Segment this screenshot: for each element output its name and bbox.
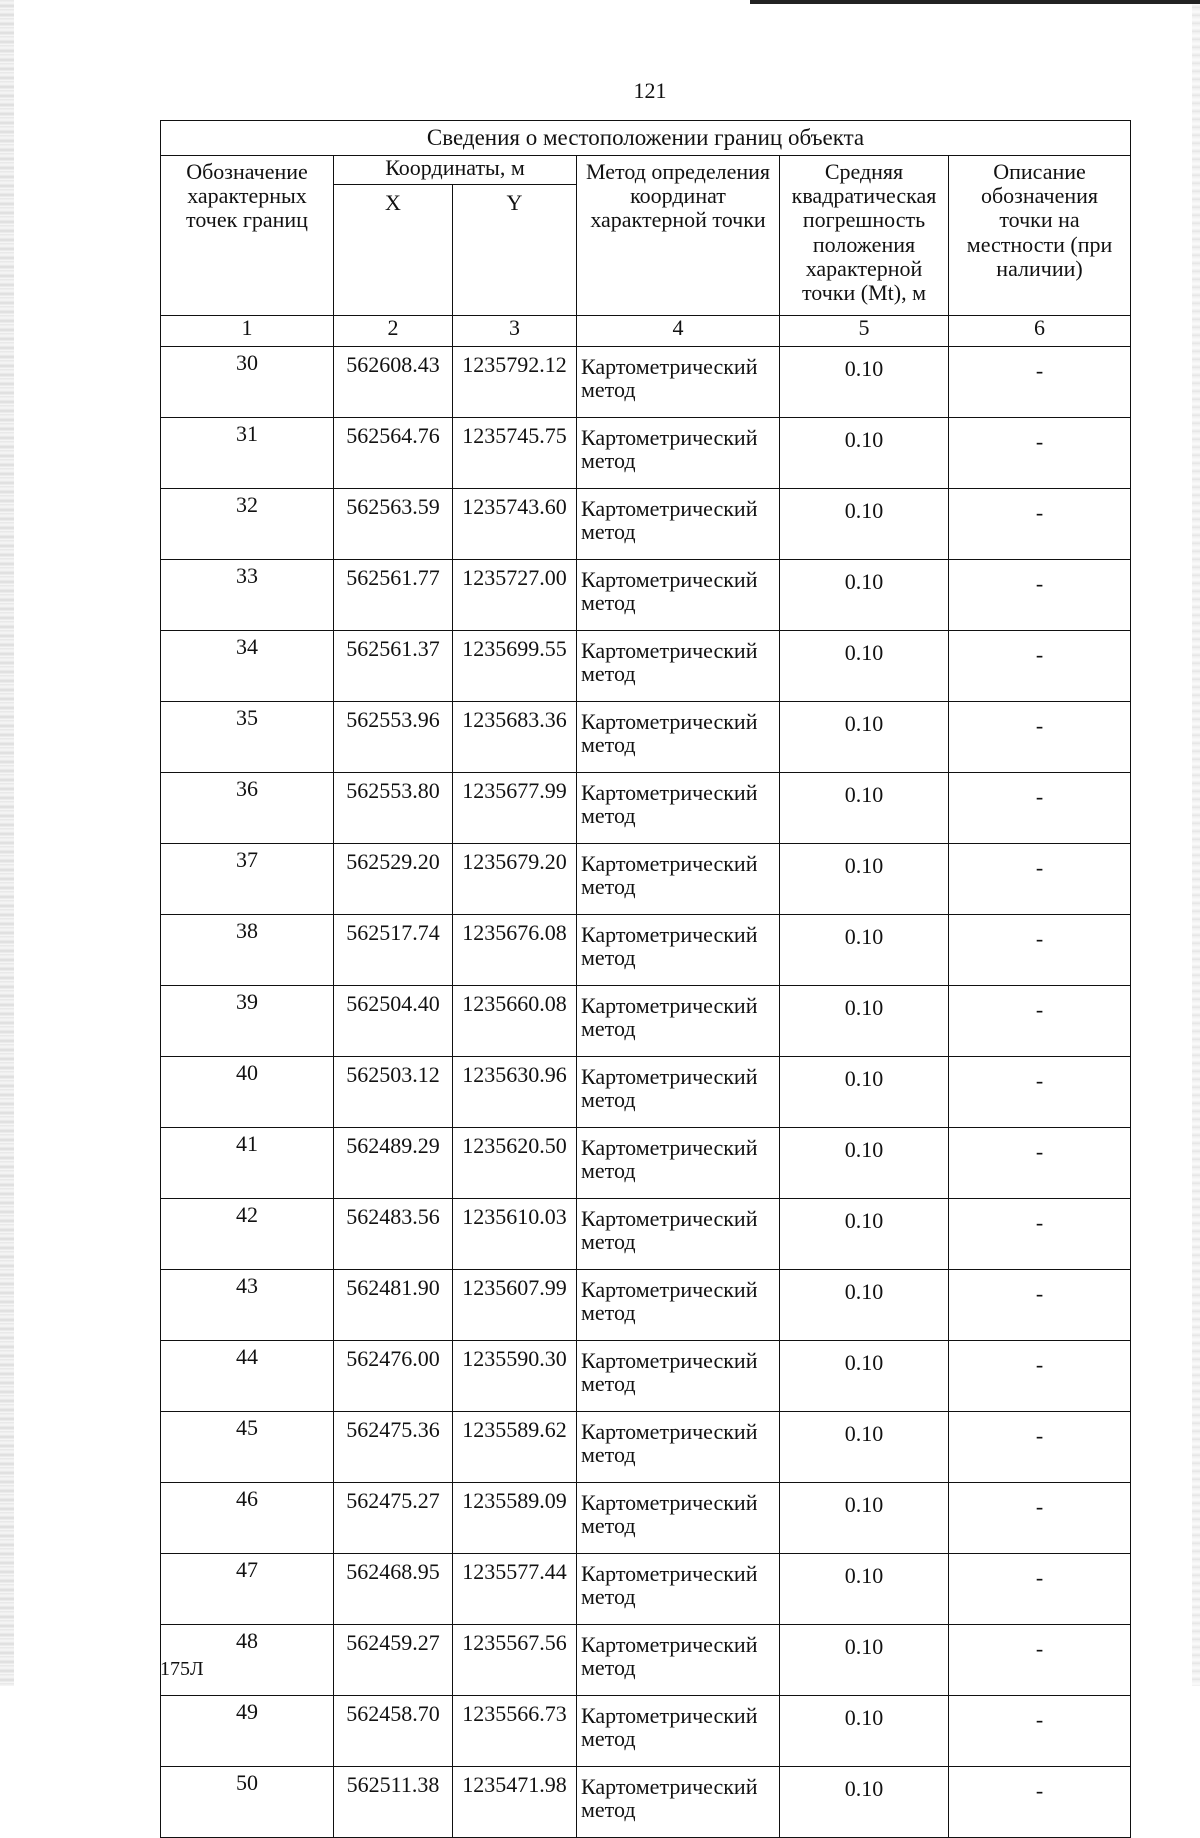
column-number: 4 bbox=[577, 316, 780, 347]
cell-description: - bbox=[949, 489, 1131, 560]
cell-method: Картометрический метод bbox=[577, 1057, 780, 1128]
cell-method: Картометрический метод bbox=[577, 1554, 780, 1625]
table-row bbox=[161, 1270, 1131, 1341]
cell-point: 34 bbox=[161, 631, 334, 702]
cell-description: - bbox=[949, 844, 1131, 915]
cell-method: Картометрический метод bbox=[577, 347, 780, 418]
cell-point: 45 bbox=[161, 1412, 334, 1483]
cell-x: 562561.37 bbox=[334, 631, 453, 702]
header-error: Средняя квадратическая погрешность положения характерной точки (Mt), м bbox=[780, 156, 949, 316]
top-rule bbox=[750, 0, 1200, 4]
cell-y: 1235677.99 bbox=[453, 773, 577, 844]
cell-method: Картометрический метод bbox=[577, 1696, 780, 1767]
cell-error: 0.10 bbox=[780, 418, 949, 489]
cell-point: 33 bbox=[161, 560, 334, 631]
header-description: Описание обозначения точки на местности (при наличии) bbox=[949, 156, 1131, 316]
column-number: 2 bbox=[334, 316, 453, 347]
cell-y: 1235607.99 bbox=[453, 1270, 577, 1341]
header-method: Метод определения координат характерной точки bbox=[577, 156, 780, 316]
cell-y: 1235683.36 bbox=[453, 702, 577, 773]
cell-y: 1235589.09 bbox=[453, 1483, 577, 1554]
cell-y: 1235743.60 bbox=[453, 489, 577, 560]
table-row bbox=[161, 1341, 1131, 1412]
cell-description: - bbox=[949, 560, 1131, 631]
table-row bbox=[161, 1625, 1131, 1696]
cell-error: 0.10 bbox=[780, 1625, 949, 1696]
cell-error: 0.10 bbox=[780, 1057, 949, 1128]
cell-x: 562459.27 bbox=[334, 1625, 453, 1696]
cell-point: 47 bbox=[161, 1554, 334, 1625]
cell-point: 43 bbox=[161, 1270, 334, 1341]
cell-point: 46 bbox=[161, 1483, 334, 1554]
cell-method: Картометрический метод bbox=[577, 489, 780, 560]
cell-description: - bbox=[949, 1270, 1131, 1341]
cell-error: 0.10 bbox=[780, 1767, 949, 1838]
cell-error: 0.10 bbox=[780, 560, 949, 631]
cell-method: Картометрический метод bbox=[577, 1270, 780, 1341]
cell-x: 562489.29 bbox=[334, 1128, 453, 1199]
header-coordinates: Координаты, м bbox=[334, 156, 577, 185]
cell-error: 0.10 bbox=[780, 1696, 949, 1767]
cell-x: 562481.90 bbox=[334, 1270, 453, 1341]
cell-x: 562564.76 bbox=[334, 418, 453, 489]
cell-point: 44 bbox=[161, 1341, 334, 1412]
cell-description: - bbox=[949, 773, 1131, 844]
cell-method: Картометрический метод bbox=[577, 844, 780, 915]
cell-point: 37 bbox=[161, 844, 334, 915]
cell-error: 0.10 bbox=[780, 1483, 949, 1554]
cell-point: 50 bbox=[161, 1767, 334, 1838]
table-row bbox=[161, 915, 1131, 986]
page-number: 121 bbox=[633, 78, 667, 103]
column-number: 6 bbox=[949, 316, 1131, 347]
boundary-coordinates-table bbox=[160, 120, 1131, 1838]
cell-description: - bbox=[949, 1696, 1131, 1767]
column-number: 3 bbox=[453, 316, 577, 347]
cell-x: 562511.38 bbox=[334, 1767, 453, 1838]
cell-method: Картометрический метод bbox=[577, 1199, 780, 1270]
cell-y: 1235660.08 bbox=[453, 986, 577, 1057]
cell-y: 1235676.08 bbox=[453, 915, 577, 986]
cell-x: 562504.40 bbox=[334, 986, 453, 1057]
cell-point: 32 bbox=[161, 489, 334, 560]
cell-description: - bbox=[949, 1767, 1131, 1838]
cell-x: 562475.27 bbox=[334, 1483, 453, 1554]
footer-code: 175Л bbox=[160, 1658, 204, 1680]
table-title: Сведения о местоположении границ объекта bbox=[161, 121, 1131, 156]
cell-error: 0.10 bbox=[780, 702, 949, 773]
cell-y: 1235610.03 bbox=[453, 1199, 577, 1270]
cell-x: 562468.95 bbox=[334, 1554, 453, 1625]
cell-method: Картометрический метод bbox=[577, 1341, 780, 1412]
table-row bbox=[161, 1554, 1131, 1625]
cell-y: 1235727.00 bbox=[453, 560, 577, 631]
cell-y: 1235679.20 bbox=[453, 844, 577, 915]
cell-y: 1235745.75 bbox=[453, 418, 577, 489]
table-row bbox=[161, 1128, 1131, 1199]
cell-y: 1235566.73 bbox=[453, 1696, 577, 1767]
cell-description: - bbox=[949, 347, 1131, 418]
cell-description: - bbox=[949, 1341, 1131, 1412]
table-row bbox=[161, 702, 1131, 773]
cell-error: 0.10 bbox=[780, 844, 949, 915]
cell-point: 40 bbox=[161, 1057, 334, 1128]
table-row bbox=[161, 418, 1131, 489]
scan-left-edge bbox=[0, 0, 14, 1686]
cell-error: 0.10 bbox=[780, 1412, 949, 1483]
cell-x: 562529.20 bbox=[334, 844, 453, 915]
cell-y: 1235630.96 bbox=[453, 1057, 577, 1128]
table-row bbox=[161, 844, 1131, 915]
cell-description: - bbox=[949, 702, 1131, 773]
cell-y: 1235577.44 bbox=[453, 1554, 577, 1625]
cell-error: 0.10 bbox=[780, 489, 949, 560]
cell-point: 49 bbox=[161, 1696, 334, 1767]
cell-description: - bbox=[949, 1554, 1131, 1625]
table-row bbox=[161, 773, 1131, 844]
cell-x: 562475.36 bbox=[334, 1412, 453, 1483]
cell-method: Картометрический метод bbox=[577, 915, 780, 986]
cell-point: 36 bbox=[161, 773, 334, 844]
cell-y: 1235471.98 bbox=[453, 1767, 577, 1838]
cell-method: Картометрический метод bbox=[577, 1625, 780, 1696]
cell-y: 1235589.62 bbox=[453, 1412, 577, 1483]
cell-description: - bbox=[949, 1483, 1131, 1554]
cell-x: 562503.12 bbox=[334, 1057, 453, 1128]
table-row bbox=[161, 489, 1131, 560]
cell-description: - bbox=[949, 1412, 1131, 1483]
cell-method: Картометрический метод bbox=[577, 560, 780, 631]
cell-error: 0.10 bbox=[780, 1270, 949, 1341]
cell-y: 1235567.56 bbox=[453, 1625, 577, 1696]
cell-error: 0.10 bbox=[780, 986, 949, 1057]
cell-point: 42 bbox=[161, 1199, 334, 1270]
cell-description: - bbox=[949, 1199, 1131, 1270]
cell-method: Картометрический метод bbox=[577, 986, 780, 1057]
cell-error: 0.10 bbox=[780, 631, 949, 702]
column-number: 5 bbox=[780, 316, 949, 347]
cell-point: 35 bbox=[161, 702, 334, 773]
cell-error: 0.10 bbox=[780, 1554, 949, 1625]
table-row bbox=[161, 560, 1131, 631]
header-point: Обозначение характерных точек границ bbox=[161, 156, 334, 316]
cell-method: Картометрический метод bbox=[577, 1128, 780, 1199]
cell-description: - bbox=[949, 1057, 1131, 1128]
cell-x: 562553.80 bbox=[334, 773, 453, 844]
table-row bbox=[161, 1767, 1131, 1838]
table-row bbox=[161, 631, 1131, 702]
cell-error: 0.10 bbox=[780, 773, 949, 844]
table-row bbox=[161, 1412, 1131, 1483]
cell-point: 39 bbox=[161, 986, 334, 1057]
cell-x: 562563.59 bbox=[334, 489, 453, 560]
cell-point: 38 bbox=[161, 915, 334, 986]
cell-method: Картометрический метод bbox=[577, 1412, 780, 1483]
cell-description: - bbox=[949, 986, 1131, 1057]
cell-description: - bbox=[949, 1128, 1131, 1199]
cell-description: - bbox=[949, 915, 1131, 986]
table-row bbox=[161, 347, 1131, 418]
cell-error: 0.10 bbox=[780, 347, 949, 418]
cell-x: 562476.00 bbox=[334, 1341, 453, 1412]
cell-y: 1235699.55 bbox=[453, 631, 577, 702]
cell-y: 1235792.12 bbox=[453, 347, 577, 418]
cell-point: 30 bbox=[161, 347, 334, 418]
cell-point: 41 bbox=[161, 1128, 334, 1199]
cell-point: 48 bbox=[161, 1625, 334, 1696]
cell-x: 562483.56 bbox=[334, 1199, 453, 1270]
table-row bbox=[161, 1483, 1131, 1554]
cell-point: 31 bbox=[161, 418, 334, 489]
cell-description: - bbox=[949, 418, 1131, 489]
cell-description: - bbox=[949, 1625, 1131, 1696]
table-row bbox=[161, 986, 1131, 1057]
cell-error: 0.10 bbox=[780, 1128, 949, 1199]
cell-error: 0.10 bbox=[780, 1199, 949, 1270]
cell-method: Картометрический метод bbox=[577, 631, 780, 702]
cell-x: 562608.43 bbox=[334, 347, 453, 418]
cell-x: 562561.77 bbox=[334, 560, 453, 631]
table-row bbox=[161, 1199, 1131, 1270]
cell-method: Картометрический метод bbox=[577, 418, 780, 489]
cell-method: Картометрический метод bbox=[577, 1767, 780, 1838]
cell-method: Картометрический метод bbox=[577, 773, 780, 844]
column-number-row bbox=[161, 316, 1131, 347]
cell-method: Картометрический метод bbox=[577, 1483, 780, 1554]
cell-description: - bbox=[949, 631, 1131, 702]
cell-y: 1235590.30 bbox=[453, 1341, 577, 1412]
table-row bbox=[161, 1696, 1131, 1767]
scan-right-edge bbox=[1192, 0, 1200, 1686]
cell-y: 1235620.50 bbox=[453, 1128, 577, 1199]
header-x: X bbox=[334, 185, 453, 316]
cell-x: 562553.96 bbox=[334, 702, 453, 773]
cell-x: 562458.70 bbox=[334, 1696, 453, 1767]
cell-x: 562517.74 bbox=[334, 915, 453, 986]
table-body bbox=[161, 347, 1131, 1838]
column-number: 1 bbox=[161, 316, 334, 347]
header-y: Y bbox=[453, 185, 577, 316]
cell-error: 0.10 bbox=[780, 1341, 949, 1412]
cell-method: Картометрический метод bbox=[577, 702, 780, 773]
cell-error: 0.10 bbox=[780, 915, 949, 986]
table-row bbox=[161, 1057, 1131, 1128]
